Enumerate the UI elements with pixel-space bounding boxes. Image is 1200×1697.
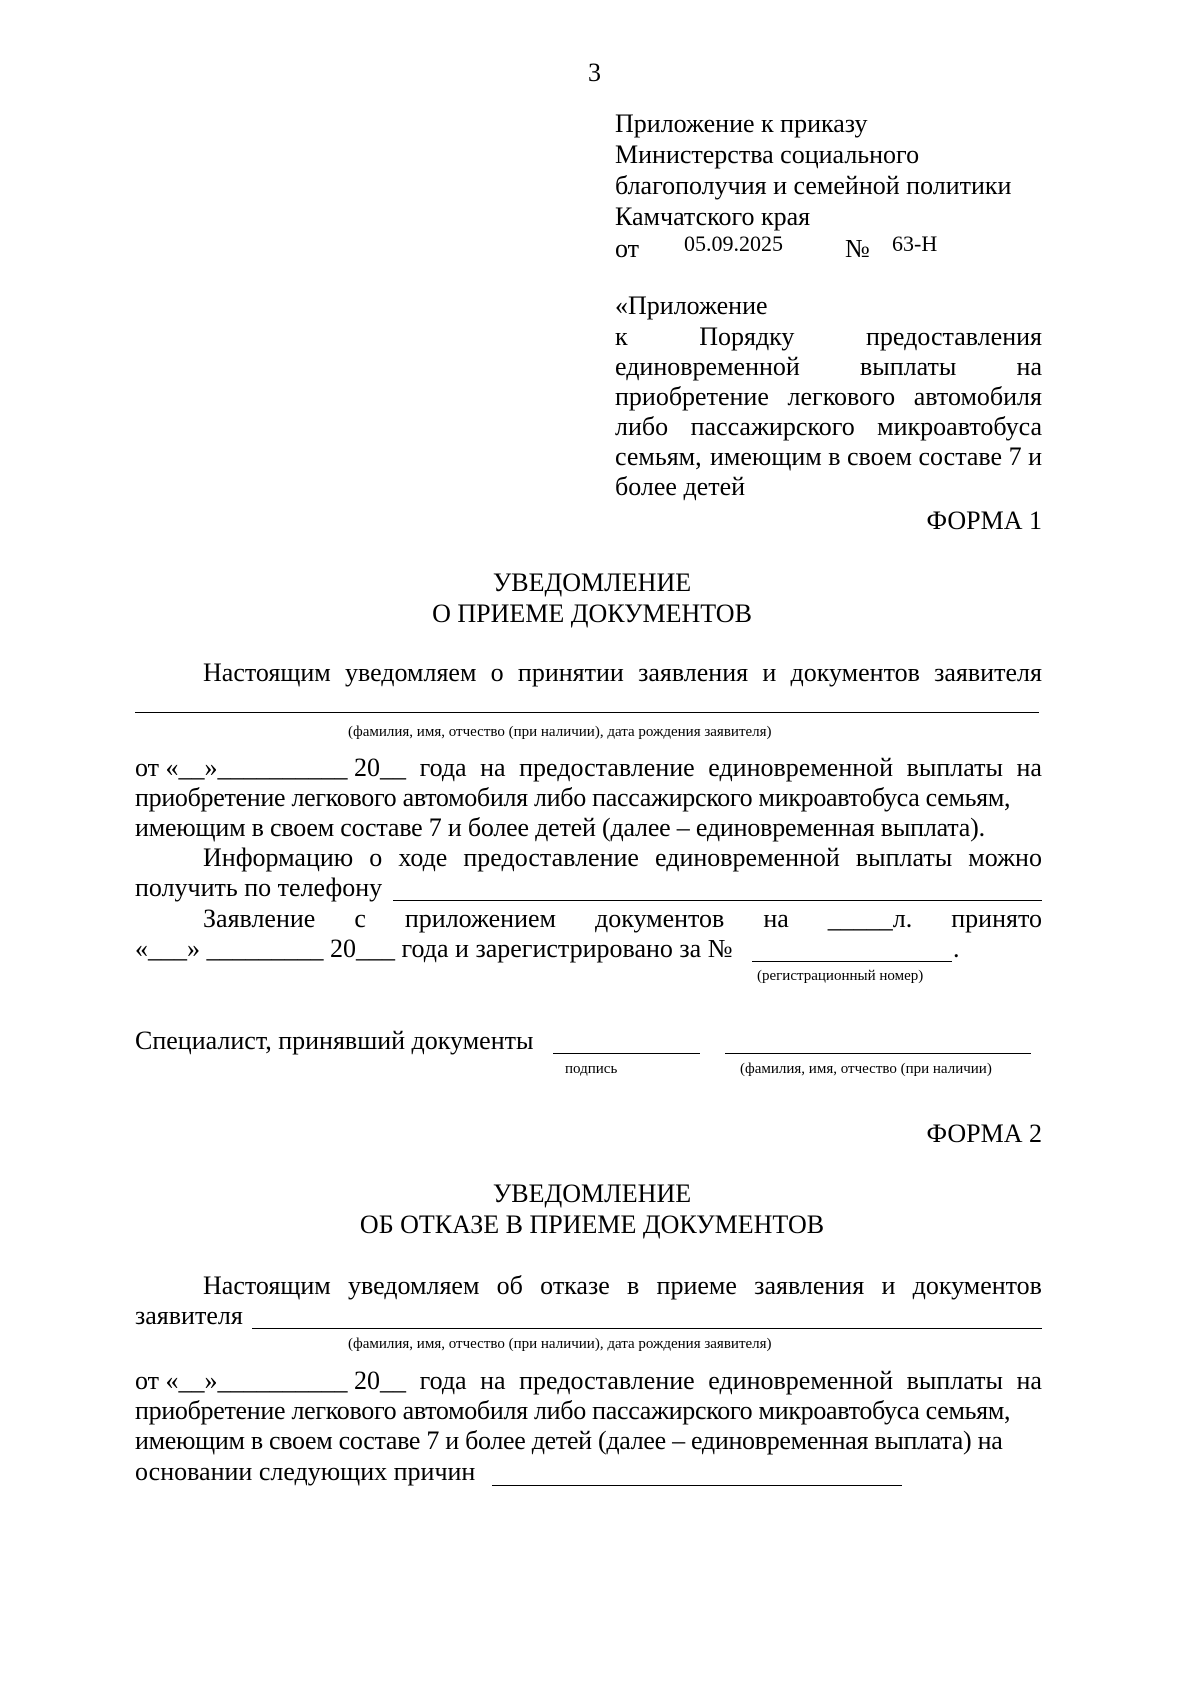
word: на (763, 904, 789, 933)
header-line-4: Камчатского края (615, 202, 811, 231)
header-line-2: Министерства социального (615, 140, 920, 169)
word: можно (968, 843, 1042, 872)
specialist-label: Специалист, принявший документы (135, 1026, 534, 1055)
appendix-row-3 (615, 381, 1042, 413)
page-number: 3 (588, 58, 601, 87)
word: с (354, 904, 366, 933)
reasons-line[interactable] (492, 1485, 902, 1486)
phone-line[interactable] (393, 900, 1042, 901)
applicant-caption: (фамилия, имя, отчество (при наличии), дата рождения заявителя) (348, 724, 772, 740)
form2-applicant-line[interactable] (252, 1328, 1042, 1329)
word: на (480, 753, 506, 782)
word: приеме (656, 1271, 737, 1300)
signature-caption: подпись (565, 1061, 618, 1077)
word: принято (951, 904, 1042, 933)
word: года (419, 753, 467, 782)
appendix-word: предоставления (866, 322, 1042, 351)
word: заявителя (934, 658, 1042, 687)
word: на (1016, 753, 1042, 782)
word: Настоящим (203, 658, 331, 687)
applicant-name-line[interactable] (135, 712, 1039, 713)
form2-paragraph-1 (203, 1270, 1042, 1302)
word: принятии (517, 658, 624, 687)
word: предоставление (519, 753, 695, 782)
reg-number-line[interactable] (752, 961, 952, 962)
word: и (762, 658, 777, 687)
number-sign: № (845, 234, 870, 263)
word: предоставление (463, 843, 639, 872)
word: предоставление (519, 1366, 695, 1395)
form1-line-3: имеющим в своем составе 7 и более детей (далее – единовременная выплата). (135, 813, 985, 842)
form1-date-line (135, 752, 1042, 784)
word: документов (912, 1271, 1042, 1300)
word: в (627, 1271, 640, 1300)
form1-info-line (203, 842, 1042, 874)
word: года (419, 1366, 467, 1395)
word: уведомляем (344, 658, 477, 687)
appendix-word: пассажирского (690, 412, 855, 441)
word: документов (790, 658, 920, 687)
appendix-word: к (615, 322, 628, 351)
appendix-word: семьям, (615, 442, 702, 471)
word: заявления (754, 1271, 865, 1300)
word: уведомляем (347, 1271, 480, 1300)
form2-line-2: приобретение легкового автомобиля либо пассажирского микроавтобуса семьям, (135, 1396, 1011, 1425)
word: и (881, 1271, 896, 1300)
appendix-word: автомобиля (913, 382, 1042, 411)
phone-label: получить по телефону (135, 873, 383, 902)
form1-label: ФОРМА 1 (926, 506, 1042, 535)
specialist-name-caption: (фамилия, имя, отчество (при наличии) (740, 1061, 992, 1077)
word: выплаты (906, 753, 1003, 782)
reasons-label: основании следующих причин (135, 1457, 476, 1486)
header-line-3: благополучия и семейной политики (615, 171, 1012, 200)
appendix-last-line: более детей (615, 472, 746, 501)
registered-line: «___» _________ 20___ года и зарегистрировано за № (135, 934, 733, 963)
registered-dot: . (953, 934, 960, 963)
appendix-row-5 (615, 441, 1042, 473)
form1-paragraph-1 (203, 657, 1042, 689)
form2-line-3: имеющим в своем составе 7 и более детей (далее – единовременная выплата) на (135, 1426, 1003, 1455)
reg-number-caption: (регистрационный номер) (757, 968, 924, 984)
word: выплаты (906, 1366, 1003, 1395)
form2-title-1: УВЕДОМЛЕНИЕ (492, 1179, 692, 1208)
form1-statement-line (203, 903, 1042, 935)
appendix-word: приобретение (615, 382, 769, 411)
word: о (490, 658, 504, 687)
word: приложением (404, 904, 556, 933)
appendix-word: либо (615, 412, 669, 441)
appendix-word: легкового (787, 382, 896, 411)
form1-title-2: О ПРИЕМЕ ДОКУМЕНТОВ (432, 599, 752, 628)
appendix-word: на (1016, 352, 1042, 381)
form2-title-2: ОБ ОТКАЗЕ В ПРИЕМЕ ДОКУМЕНТОВ (359, 1210, 825, 1239)
form2-applicant-caption: (фамилия, имя, отчество (при наличии), дата рождения заявителя) (348, 1336, 772, 1352)
word: на (480, 1366, 506, 1395)
order-date: 05.09.2025 (684, 231, 783, 256)
appendix-word: микроавтобуса (877, 412, 1042, 441)
word: об (496, 1271, 523, 1300)
word: Информацию (203, 843, 354, 872)
date-blank[interactable]: от «__»__________ 20__ (135, 1366, 407, 1395)
word: отказе (540, 1271, 610, 1300)
header-from-label: от (615, 234, 640, 263)
order-number: 63-Н (892, 231, 938, 256)
appendix-word: единовременной (615, 352, 800, 381)
form1-line-2: приобретение легкового автомобиля либо пассажирского микроавтобуса семьям, (135, 783, 1011, 812)
word: Настоящим (203, 1271, 331, 1300)
appendix-row-4 (615, 411, 1042, 443)
page-count-blank[interactable]: _____л. (827, 904, 913, 933)
appendix-title: «Приложение (615, 291, 768, 320)
word: ходе (398, 843, 448, 872)
word: документов (594, 904, 725, 933)
form2-applicant-label: заявителя (135, 1301, 243, 1330)
word: о (369, 843, 383, 872)
word: Заявление (203, 904, 316, 933)
appendix-word: Порядку (699, 322, 795, 351)
word: выплаты (855, 843, 953, 872)
header-line-1: Приложение к приказу (615, 109, 868, 138)
appendix-row-2 (615, 351, 1042, 383)
specialist-name-line[interactable] (725, 1053, 1031, 1054)
appendix-row-1 (615, 321, 1042, 353)
word: на (1016, 1366, 1042, 1395)
form2-date-line (135, 1365, 1042, 1397)
signature-line[interactable] (553, 1053, 700, 1054)
date-blank[interactable]: от «__»__________ 20__ (135, 753, 407, 782)
form1-title-1: УВЕДОМЛЕНИЕ (492, 568, 692, 597)
word: единовременной (708, 1366, 894, 1395)
appendix-word: имеющим в своем составе 7 и (710, 442, 1042, 471)
word: заявления (638, 658, 749, 687)
appendix-word: выплаты (860, 352, 957, 381)
word: единовременной (655, 843, 840, 872)
word: единовременной (708, 753, 894, 782)
form2-label: ФОРМА 2 (926, 1119, 1042, 1148)
